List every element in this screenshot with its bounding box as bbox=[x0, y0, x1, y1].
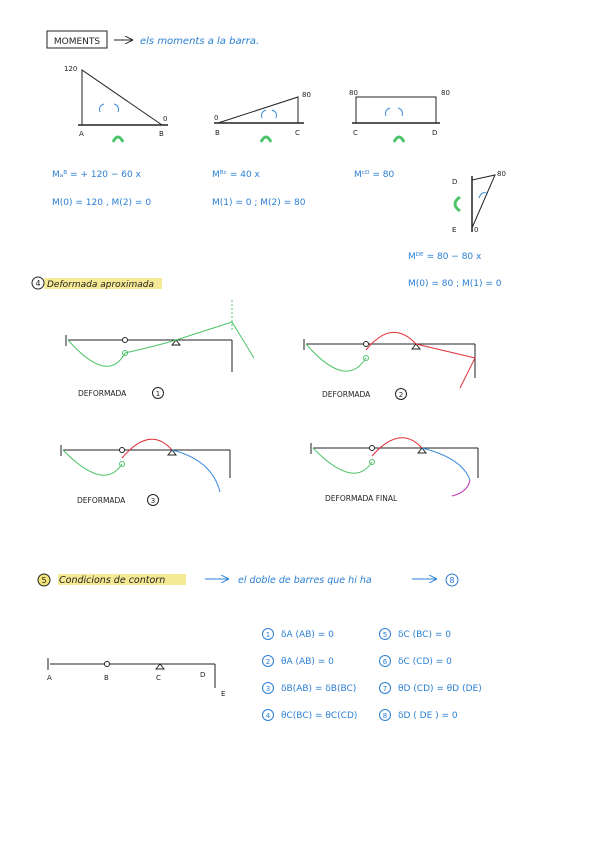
svg-text:DEFORMADA FINAL: DEFORMADA FINAL bbox=[325, 494, 398, 503]
moments-header bbox=[47, 31, 259, 48]
svg-text:θC(BC) = θC(CD): θC(BC) = θC(CD) bbox=[281, 711, 358, 721]
svg-text:DEFORMADA: DEFORMADA bbox=[77, 496, 126, 505]
svg-text:6: 6 bbox=[382, 658, 388, 666]
sagging-icon bbox=[394, 137, 404, 142]
equation-ab: Mₐᴮ = + 120 − 60 x bbox=[52, 170, 141, 180]
svg-text:B: B bbox=[215, 129, 220, 137]
svg-text:θA (AB) = 0: θA (AB) = 0 bbox=[281, 657, 334, 667]
svg-text:E: E bbox=[221, 690, 226, 698]
moments-box-label: MOMENTS bbox=[53, 37, 101, 47]
deformation-diagram-2 bbox=[304, 332, 475, 399]
condition-item bbox=[263, 656, 335, 668]
svg-text:D: D bbox=[432, 129, 438, 137]
svg-text:0: 0 bbox=[163, 115, 168, 123]
moment-diagram-ab bbox=[64, 65, 168, 142]
svg-text:80: 80 bbox=[302, 91, 311, 99]
condition-item bbox=[263, 683, 357, 695]
values-ab: M(0) = 120 , M(2) = 0 bbox=[52, 198, 152, 208]
svg-text:δD ( DE ) = 0: δD ( DE ) = 0 bbox=[398, 711, 458, 721]
rotation-icon bbox=[386, 108, 391, 116]
moments-title: els moments a la barra. bbox=[140, 36, 260, 47]
svg-text:80: 80 bbox=[497, 170, 506, 178]
moment-diagram-cd bbox=[349, 89, 450, 142]
sagging-icon bbox=[261, 137, 271, 142]
equation-cd: Mᶜᴰ = 80 bbox=[354, 170, 395, 180]
svg-text:B: B bbox=[104, 674, 109, 682]
rotation-icon bbox=[100, 104, 105, 112]
svg-text:120: 120 bbox=[64, 65, 78, 73]
svg-text:C: C bbox=[353, 129, 358, 137]
condition-item bbox=[263, 710, 358, 722]
beam-schematic bbox=[47, 658, 225, 698]
hogging-icon bbox=[455, 197, 460, 211]
section-5-header bbox=[38, 574, 458, 586]
svg-text:80: 80 bbox=[441, 89, 450, 97]
svg-text:δA (AB) = 0: δA (AB) = 0 bbox=[281, 630, 334, 640]
condition-item bbox=[380, 656, 453, 668]
svg-text:D: D bbox=[452, 178, 458, 186]
svg-text:80: 80 bbox=[349, 89, 358, 97]
svg-text:8: 8 bbox=[382, 712, 388, 720]
svg-text:DEFORMADA: DEFORMADA bbox=[78, 389, 127, 398]
moment-diagram-de bbox=[452, 170, 506, 234]
svg-text:B: B bbox=[159, 130, 164, 138]
condition-item bbox=[263, 629, 335, 641]
values-bc: M(1) = 0 ; M(2) = 80 bbox=[212, 198, 306, 208]
condition-item bbox=[380, 710, 458, 722]
deformation-diagram-3 bbox=[61, 439, 230, 505]
svg-text:7: 7 bbox=[382, 685, 388, 693]
svg-text:3: 3 bbox=[265, 685, 271, 693]
condition-item bbox=[380, 683, 482, 695]
svg-text:δB(AB) = δB(BC): δB(AB) = δB(BC) bbox=[281, 684, 357, 694]
svg-text:E: E bbox=[452, 226, 457, 234]
section-4-header bbox=[32, 277, 162, 290]
section-4-title: Deformada aproximada bbox=[47, 280, 154, 290]
equation-bc: Mᴮᶜ = 40 x bbox=[212, 170, 260, 180]
values-de: M(0) = 80 ; M(1) = 0 bbox=[408, 279, 502, 289]
svg-text:0: 0 bbox=[214, 114, 219, 122]
svg-text:δC (CD) = 0: δC (CD) = 0 bbox=[398, 657, 452, 667]
svg-text:3: 3 bbox=[150, 497, 156, 505]
section-5-title: Condicions de contorn bbox=[59, 575, 166, 586]
svg-text:1: 1 bbox=[155, 390, 161, 398]
deformation-diagram-1 bbox=[66, 300, 254, 399]
conditions-count: 8 bbox=[449, 576, 455, 585]
svg-text:DEFORMADA: DEFORMADA bbox=[322, 390, 371, 399]
conditions-list bbox=[263, 629, 482, 722]
svg-text:C: C bbox=[295, 129, 300, 137]
svg-text:θD (CD) = θD (DE): θD (CD) = θD (DE) bbox=[398, 684, 482, 694]
svg-text:4: 4 bbox=[265, 712, 271, 720]
condition-item bbox=[380, 629, 452, 641]
svg-text:4: 4 bbox=[35, 279, 41, 288]
svg-text:A: A bbox=[47, 674, 52, 682]
svg-text:2: 2 bbox=[398, 391, 404, 399]
svg-text:D: D bbox=[200, 671, 206, 679]
rotation-icon bbox=[262, 110, 267, 118]
svg-text:δC (BC) = 0: δC (BC) = 0 bbox=[398, 630, 451, 640]
svg-text:1: 1 bbox=[265, 631, 271, 639]
svg-text:C: C bbox=[156, 674, 161, 682]
svg-text:2: 2 bbox=[265, 658, 271, 666]
svg-text:5: 5 bbox=[382, 631, 388, 639]
svg-text:0: 0 bbox=[474, 226, 479, 234]
svg-text:5: 5 bbox=[41, 576, 47, 585]
sagging-icon bbox=[113, 137, 123, 142]
moment-diagram-bc bbox=[214, 91, 311, 142]
svg-text:A: A bbox=[79, 130, 84, 138]
section-5-note: el doble de barres que hi ha bbox=[238, 575, 372, 586]
deformation-diagram-final bbox=[311, 438, 478, 503]
equation-de: Mᴰᴱ = 80 − 80 x bbox=[408, 252, 482, 262]
